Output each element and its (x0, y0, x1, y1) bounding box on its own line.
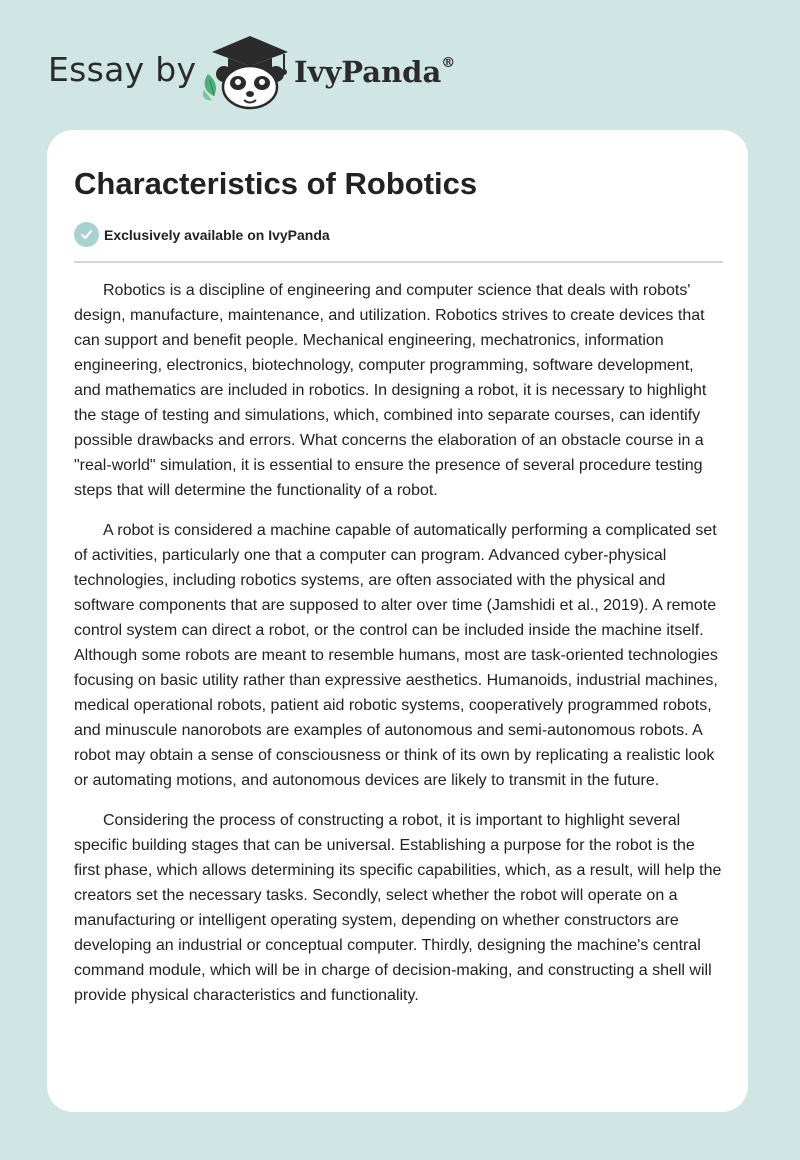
exclusive-badge (74, 222, 330, 247)
check-icon (74, 222, 99, 247)
paragraph-3: Considering the process of constructing a robot, it is important to highlight several specific building stages that can be universal. Establishing a purpose for the robot is the first phase, which allows determining its specific capabilities, which, as a result, will help the creators set the necessary tasks. Secondly, select whether the robot will operate on a manufacturing or intelligent operating system, depending on whether constructors are developing an industrial or conceptual computer. Thirdly, designing the machine's central command module, which will be in charge of decision-making, and constructing a shell will provide physical characteristics and functionality. (74, 812, 722, 1004)
paragraph-2: A robot is considered a machine capable of automatically performing a complicated set of activities, particularly one that a computer can program. Advanced cyber-physical technologies, including robotics systems, are often associated with the physical and software components that are supposed to alter over time (Jamshidi et al., 2019). A remote control system can direct a robot, or the control can be included inside the machine itself. Although some robots are meant to resemble humans, most are task-oriented technologies focusing on basic utility rather than expressive aesthetics. Humanoids, industrial machines, medical operational robots, patient aid robotic systems, cooperatively programmed robots, and minuscule nanorobots are examples of autonomous and semi-autonomous robots. A robot may obtain a sense of consciousness or think of its own by replicating a realistic look or automating motions, and autonomous devices are likely to transmit in the future. (74, 522, 718, 789)
divider (74, 261, 723, 263)
registered-mark: ® (441, 55, 456, 72)
essay-card (47, 130, 748, 1112)
brand-name[interactable] (294, 55, 455, 89)
essay-by-label: Essay by (48, 50, 197, 89)
site-header (0, 0, 800, 130)
page-title: Characteristics of Robotics (74, 166, 478, 201)
paragraph-1: Robotics is a discipline of engineering and computer science that deals with robots' design, manufacture, maintenance, and utilization. Robotics strives to create devices that can support and benefit people. Mechanical engineering, mechatronics, information engineering, electronics, biotechnology, computer programming, software development, and mathematics are included in robotics. In designing a robot, it is necessary to highlight the stage of testing and simulations, which, combined into separate courses, can identify possible drawbacks and errors. What concerns the elaboration of an obstacle course in a "real-world" simulation, it is essential to ensure the presence of several procedure testing steps that will determine the functionality of a robot. (74, 282, 707, 499)
essay-body (74, 278, 724, 1023)
badge-label: Exclusively available on IvyPanda (104, 226, 330, 243)
brand-label: IvyPanda (294, 55, 442, 89)
panda-graduate-icon[interactable] (200, 30, 300, 110)
